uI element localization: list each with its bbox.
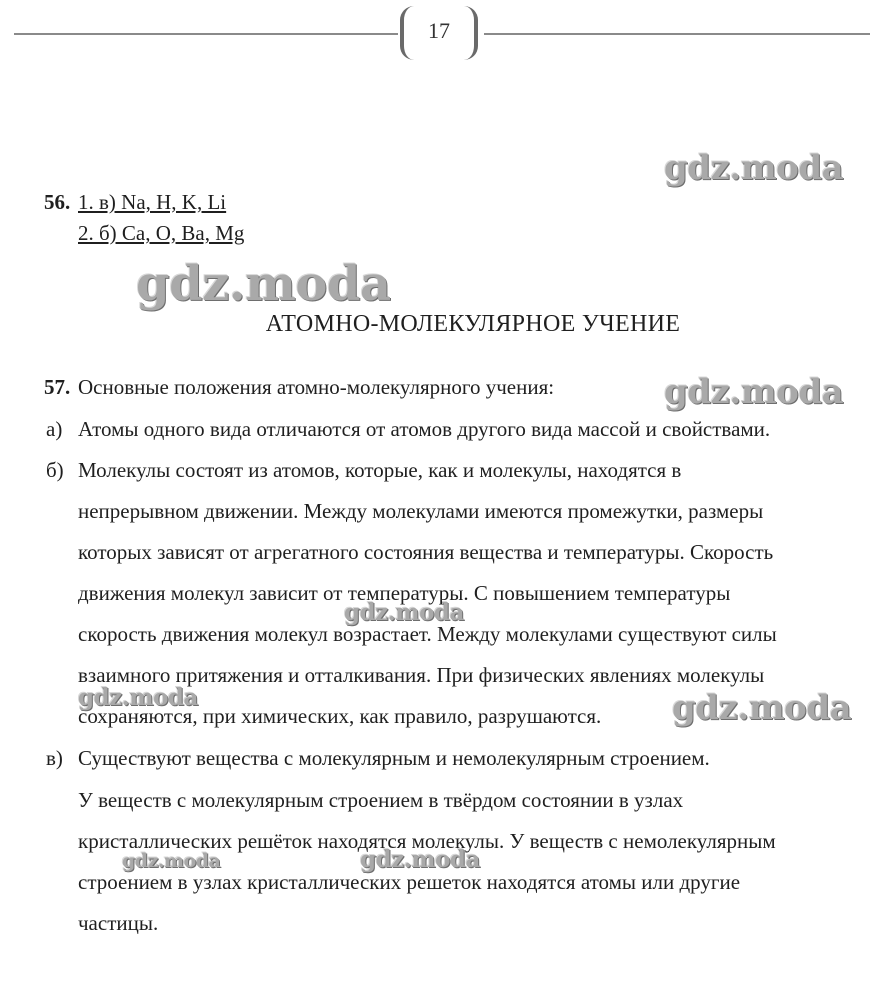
item-a-line: Атомы одного вида отличаются от атомов другого вида массой и свойствами. xyxy=(78,417,771,441)
item-c-line: строением в узлах кристаллических решеток находятся атомы или другие xyxy=(78,870,741,894)
watermark: gdz.moda xyxy=(344,599,464,626)
watermark: gdz.moda xyxy=(136,256,391,312)
watermark: gdz.moda xyxy=(664,148,844,188)
task56-answer-1: 1. в) Na, H, K, Li xyxy=(78,190,227,214)
watermark: gdz.moda xyxy=(122,850,221,872)
item-c-line: частицы. xyxy=(78,911,159,935)
item-marker-a: а) xyxy=(46,417,63,441)
task-number-56: 56. xyxy=(44,190,71,214)
page-number: 17 xyxy=(428,18,450,43)
header-rule-right xyxy=(484,33,870,35)
watermark: gdz.moda xyxy=(672,688,852,728)
item-c-line: Существуют вещества с молекулярным и немолекулярным строением. xyxy=(78,746,710,770)
item-b-line: непрерывном движении. Между молекулами имеются промежутки, размеры xyxy=(78,499,764,523)
header-rule-left xyxy=(14,33,398,35)
item-b-line: скорость движения молекул возрастает. Между молекулами существуют силы xyxy=(78,622,777,646)
watermark: gdz.moda xyxy=(664,372,844,412)
watermark: gdz.moda xyxy=(78,684,198,711)
item-b-line: Молекулы состоят из атомов, которые, как и молекулы, находятся в xyxy=(78,458,682,482)
item-b-line: сохраняются, при химических, как правило, разрушаются. xyxy=(78,704,602,728)
page-number-frame xyxy=(400,6,478,60)
item-c-line: У веществ с молекулярным строением в твёрдом состоянии в узлах xyxy=(78,788,684,812)
item-b-line: движения молекул зависит от температуры. С повышением температуры xyxy=(78,581,731,605)
task-number-57: 57. xyxy=(44,375,71,399)
item-b-line: которых зависят от агрегатного состояния вещества и температуры. Скорость xyxy=(78,540,774,564)
item-marker-b: б) xyxy=(46,458,64,482)
item-marker-c: в) xyxy=(46,746,63,770)
watermark: gdz.moda xyxy=(360,846,480,873)
task57-intro: Основные положения атомно-молекулярного учения: xyxy=(78,375,555,399)
section-heading: АТОМНО-МОЛЕКУЛЯРНОЕ УЧЕНИЕ xyxy=(265,311,681,337)
item-c-line: кристаллических решёток находятся молекулы. У веществ с немолекулярным xyxy=(78,829,776,853)
task56-answer-2: 2. б) Ca, O, Ba, Mg xyxy=(78,221,245,245)
item-b-line: взаимного притяжения и отталкивания. При физических явлениях молекулы xyxy=(78,663,765,687)
